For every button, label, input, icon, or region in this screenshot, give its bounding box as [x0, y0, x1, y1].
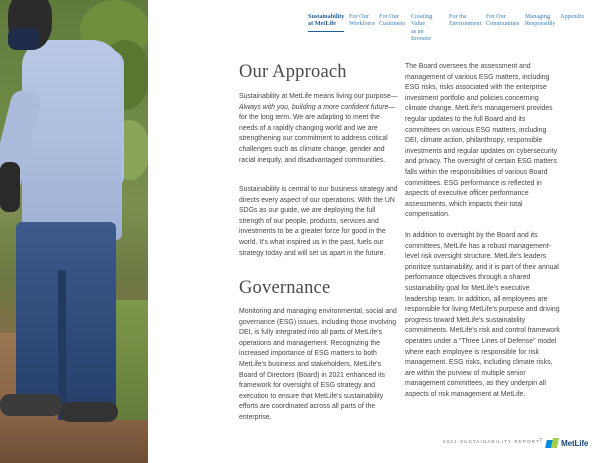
nav-environment[interactable]: For the Environment — [449, 13, 482, 28]
approach-p1-italic: Always with you, building a more confident future — [239, 103, 389, 111]
nav-investor[interactable]: Creating Value as an Investor — [411, 13, 433, 43]
nav-appendix[interactable]: Appendix — [560, 13, 585, 20]
metlife-logo-icon — [546, 438, 559, 449]
nav-sustainability[interactable]: Sustainability at MetLife — [308, 13, 345, 28]
approach-paragraph-1 — [239, 92, 399, 166]
metlife-logo-text: MetLife — [561, 438, 589, 448]
approach-p1-lead: Sustainability at MetLife means living our purpose— — [239, 93, 398, 100]
nav-workforce[interactable]: For Our Workforce — [349, 13, 376, 28]
nav-customers[interactable]: For Our Customers — [379, 13, 406, 28]
board-paragraph: The Board oversees the assessment and management of various ESG matters, including ESG risks, risks associated with the enterprise investment portfolio and policies concerning climate change. MetLife's management provides regular updates to the full Board and its committees on various ESG matters, including DEI, climate action, philanthropy, responsible investments and regular updates on cybersecurity and privacy. The oversight of certain ESG matters falls within the responsibilities of various Board committees. ESG performance is reflected in aspects of executive officer performance assessments, which impacts their total compensation. — [405, 63, 558, 219]
hero-photo — [0, 0, 148, 463]
approach-heading: Our Approach — [239, 62, 347, 82]
nav-managing[interactable]: Managing Responsibly — [525, 13, 556, 28]
page-number: 7 — [539, 438, 543, 444]
approach-p1-rest: —for the long term. We are adapting to meet the needs of a rapidly changing world and we are strengthening our commitment to address critical challenges such as climate change, gender and racial inequity, and disadvantaged communities. — [239, 103, 396, 164]
nav-communities[interactable]: For Our Communities — [486, 13, 520, 28]
oversight-paragraph: In addition to oversight by the Board and its committees, MetLife has a robust management-level risk oversight structure. MetLife's leaders prioritize sustainability, and it is part of their annual performance objectives through a shared sustainability goal for MetLife's executive leadership team. In addition, all employees are responsible for living MetLife's purpose and driving progress toward MetLife's sustainability commitments. MetLife's risk and control framework operates under a "Three Lines of Defense" model where each employee is responsible for risk management. ESG risks, including climate risks, are within the purview of multiple senior management committees, as they underpin all aspects of risk management at MetLife. — [405, 232, 560, 398]
governance-paragraph-1: Monitoring and managing environmental, social and governance (ESG) issues, including those involving DEI, is fully integrated into all parts of MetLife's operations and management. Recognizing the increased importance of ESG matters to both MetLife's business and stakeholders, MetLife's Board of Directors (Board) in 2021 enhanced its framework for oversight of ESG strategy and execution to ensure that MetLife's sustainability efforts are coordinated across all parts of the enterprise. — [239, 308, 397, 421]
report-title: 2021 SUSTAINABILITY REPORT — [443, 439, 541, 444]
metlife-logo — [546, 436, 588, 450]
approach-paragraph-2: Sustainability is central to our business strategy and directs every aspect of our operations. With the UN SDGs as our guide, we are deploying the full strength of our people, products, services and investments to be a greater force for good in the world. It's what inspired us in the past, fuels our strategy today and will set us apart in the future. — [239, 186, 398, 257]
governance-heading: Governance — [239, 278, 331, 298]
